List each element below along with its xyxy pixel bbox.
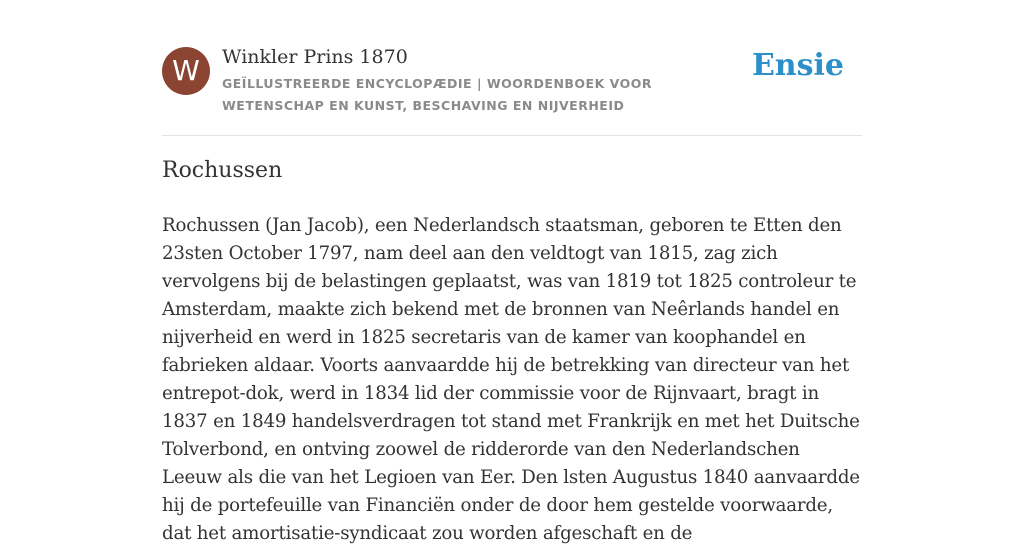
source-avatar[interactable]: W	[162, 47, 210, 95]
source-subtitle: GEÏLLUSTREERDE ENCYCLOPÆDIE | WOORDENBOEK VOOR WETENSCHAP EN KUNST, BESCHAVING EN NIJVERHEID	[222, 76, 652, 113]
source-header	[162, 44, 862, 134]
source-title-link[interactable]: Winkler Prins 1870	[222, 46, 408, 68]
ensie-logo-link[interactable]: Ensie	[751, 48, 844, 83]
entry-body: Rochussen (Jan Jacob), een Nederlandsch staatsman, geboren te Etten den 23sten October 1797, nam deel aan den veldtogt van 1815, zag zich vervolgens bij de belastingen geplaatst, was van 1819 tot 1825 controleur te Amsterdam, maakte zich bekend met de bronnen van Neêrlands handel en nijverheid en werd in 1825 secretaris van de kamer van koophandel en fabrieken aldaar. Voorts aanvaardde hij de betrekking van directeur van het entrepot-dok, werd in 1834 lid der commissie voor de Rijnvaart, bragt in 1837 en 1849 handelsverdragen tot stand met Frankrijk en met het Duitsche Tolverbond, en ontving zoowel de ridderorde van den Nederlandschen Leeuw als die van het Legioen van Eer. Den lsten Augustus 1840 aanvaardde hij de portefeuille van Financiën onder de door hem gestelde voorwaarde, dat het amortisatie-syndicaat zou worden afgeschaft en de	[162, 215, 860, 544]
entry-title: Rochussen	[162, 158, 283, 183]
header-divider	[162, 135, 862, 136]
